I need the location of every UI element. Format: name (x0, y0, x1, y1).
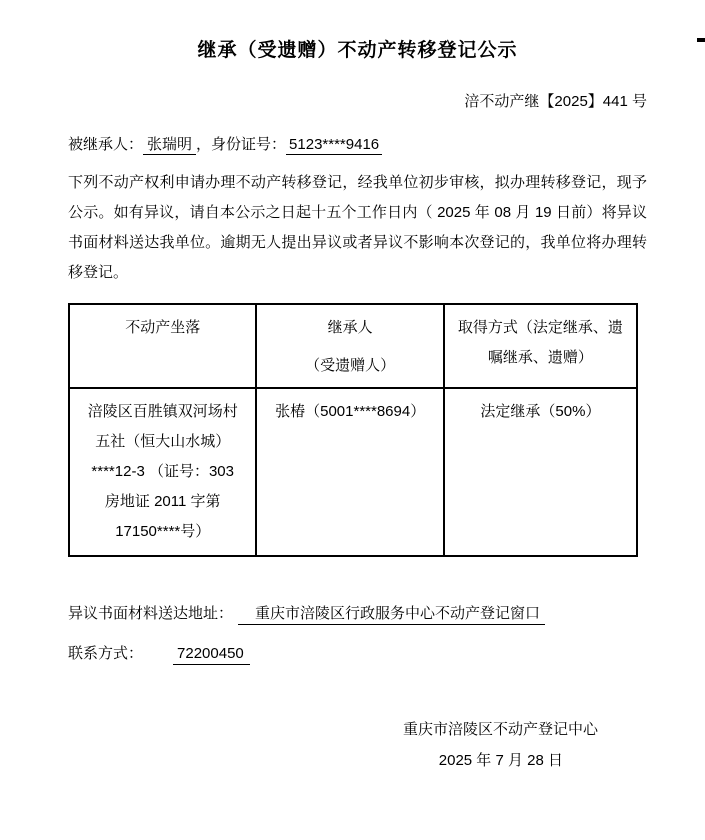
location-line: 涪陵区百胜镇双河场村 (87, 403, 238, 420)
property-table-body (69, 388, 637, 556)
decedent-name: 张瑞明 (143, 136, 196, 155)
scan-corner-artifact (697, 38, 705, 42)
property-table (68, 303, 638, 557)
issuing-organization: 重庆市涪陵区不动产登记中心 (402, 721, 598, 738)
page-title: 继承（受遗赠）不动产转移登记公示 (197, 40, 518, 61)
decedent-id-label: ，身份证号： (196, 136, 287, 153)
notice-paragraph: 下列不动产权利申请办理不动产转移登记，经我单位初步审核，拟办理转移登记，现予公示。如有异议，请自本公示之日起十五个工作日内（ 2025 年 08 月 19 日前）将异议书面材料送达我单位。逾期无人提出异议或者异议不影响本次登记的，我单位将办理转移登记。 (68, 174, 647, 281)
location-line: 17150****号） (115, 523, 211, 540)
decedent-id-number: 5123****9416 (286, 136, 382, 155)
cell-acquisition: 法定继承（50%） (444, 388, 637, 556)
contact-value: 72200450 (173, 645, 250, 665)
cell-heir: 张椿（5001****8694） (256, 388, 443, 556)
header-acquisition: 取得方式（法定继承、遗嘱继承、遗赠） (444, 304, 637, 388)
contact-label: 联系方式： (68, 645, 144, 662)
contact-line (68, 643, 647, 664)
objection-address-label: 异议书面材料送达地址： (68, 605, 234, 622)
objection-address-value: 重庆市涪陵区行政服务中心不动产登记窗口 (238, 605, 545, 625)
location-line: 房地证 2011 字第 (104, 493, 221, 510)
header-heir (256, 304, 443, 388)
header-heir-line2: （受遗赠人） (305, 357, 396, 374)
issue-date: 2025 年 7 月 28 日 (438, 752, 563, 769)
document-number: 涪不动产继【2025】441 号 (464, 93, 647, 110)
decedent-line (68, 135, 647, 155)
location-line: ****12-3 （证号：303 (91, 463, 234, 480)
objection-address-line (68, 603, 647, 624)
header-heir-line1: 继承人 (327, 319, 373, 336)
location-line: 五社（恒大山水城） (95, 433, 231, 450)
table-header-row (69, 304, 637, 388)
header-location: 不动产坐落 (69, 304, 256, 388)
cell-location (69, 388, 256, 556)
property-table-header (69, 304, 637, 388)
notice-document (0, 38, 705, 771)
table-row (69, 388, 637, 556)
decedent-label: 被继承人： (68, 136, 144, 153)
